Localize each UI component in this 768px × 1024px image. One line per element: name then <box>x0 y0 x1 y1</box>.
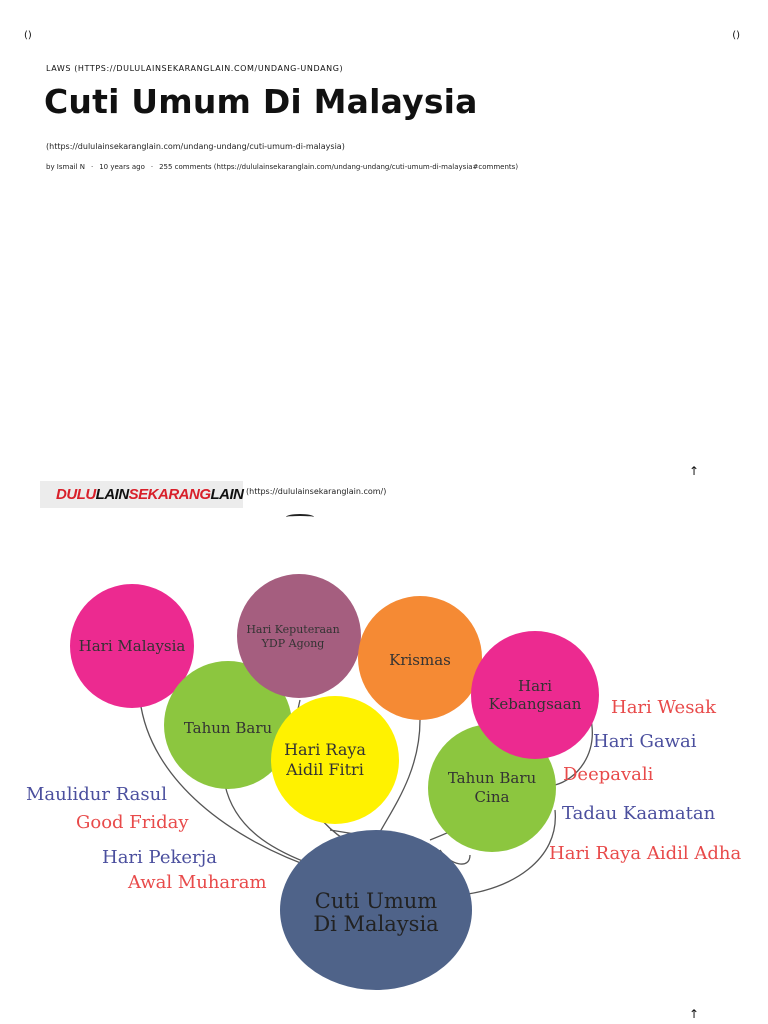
meta-separator: · <box>90 163 94 171</box>
center-balloon <box>280 830 472 990</box>
label-tadau-kaamatan: Tadau Kaamatan <box>562 803 716 824</box>
left-corner-glyph: () <box>24 30 32 41</box>
svg-text:Cina: Cina <box>474 788 510 806</box>
label-hari-wesak: Hari Wesak <box>611 697 717 718</box>
post-meta <box>46 163 518 171</box>
label-good-friday: Good Friday <box>76 812 189 833</box>
svg-text:Hari: Hari <box>518 677 552 695</box>
svg-text:Hari Raya: Hari Raya <box>284 740 366 759</box>
balloon-hari-raya-aidil-fitri <box>271 696 399 824</box>
label-hari-pekerja: Hari Pekerja <box>102 847 217 868</box>
label-hari-raya-aidil-adha: Hari Raya Aidil Adha <box>549 843 742 864</box>
permalink[interactable]: (https://dululainsekaranglain.com/undang-undang/cuti-umum-di-malaysia) <box>46 142 345 151</box>
svg-text:Hari Malaysia: Hari Malaysia <box>78 637 186 655</box>
svg-text:Di Malaysia: Di Malaysia <box>313 912 439 936</box>
svg-text:Tahun Baru: Tahun Baru <box>183 719 273 737</box>
author[interactable]: by Ismail N <box>46 163 85 171</box>
logo-text: LAIN <box>210 486 244 503</box>
balloon-krismas <box>358 596 482 720</box>
label-maulidur-rasul: Maulidur Rasul <box>26 784 167 805</box>
balloon-hari-keputeraan <box>237 574 361 698</box>
label-awal-muharam: Awal Muharam <box>128 872 267 893</box>
balloon-hari-kebangsaan <box>471 631 599 759</box>
svg-text:Kebangsaan: Kebangsaan <box>488 695 582 713</box>
home-link[interactable]: (https://dululainsekaranglain.com/) <box>246 487 387 496</box>
logo-text: SEKARANG <box>128 486 211 503</box>
logo-text: LAIN <box>95 486 129 503</box>
svg-text:Krismas: Krismas <box>389 651 451 669</box>
comments-link[interactable]: 255 comments (https://dululainsekaranglain.com/undang-undang/cuti-umum-di-malaysia#comments) <box>159 163 519 171</box>
svg-text:YDP Agong: YDP Agong <box>261 637 325 650</box>
svg-text:Aidil Fitri: Aidil Fitri <box>286 760 364 779</box>
holiday-balloon-diagram <box>0 540 768 1024</box>
page-title: Cuti Umum Di Malaysia <box>44 82 478 121</box>
label-deepavali: Deepavali <box>563 764 654 785</box>
svg-text:Tahun Baru: Tahun Baru <box>447 769 537 787</box>
logo-text: DULU <box>56 486 96 503</box>
scroll-up-arrow[interactable]: ↑ <box>689 1007 700 1021</box>
site-logo[interactable] <box>40 481 243 508</box>
scroll-up-arrow[interactable]: ↑ <box>689 464 700 478</box>
svg-text:Cuti Umum: Cuti Umum <box>314 889 438 913</box>
post-date: 10 years ago <box>99 163 145 171</box>
divider-swoosh <box>286 514 314 520</box>
meta-separator: · <box>150 163 154 171</box>
svg-text:Hari Keputeraan: Hari Keputeraan <box>246 623 340 636</box>
right-corner-glyph: () <box>732 30 740 41</box>
category-link[interactable]: LAWS (HTTPS://DULULAINSEKARANGLAIN.COM/UNDANG-UNDANG) <box>46 64 344 73</box>
label-hari-gawai: Hari Gawai <box>593 731 697 752</box>
